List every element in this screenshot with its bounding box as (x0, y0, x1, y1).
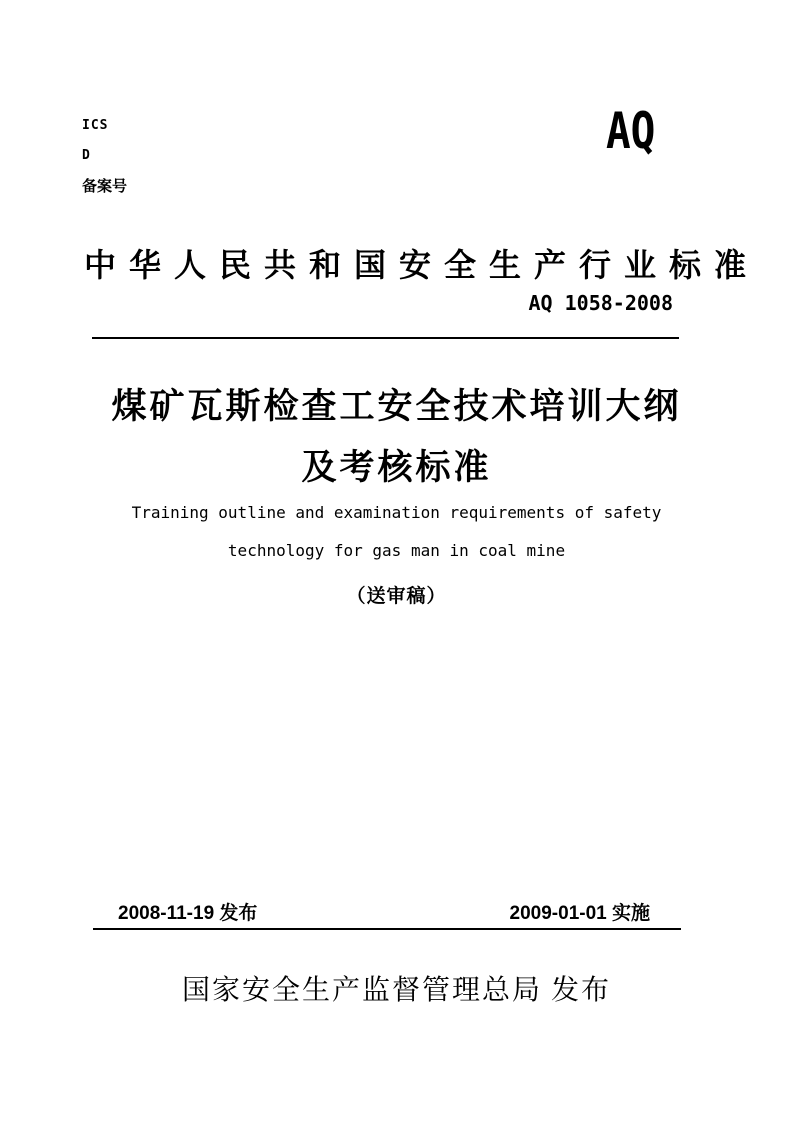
english-subtitle-line2: technology for gas man in coal mine (227, 541, 566, 560)
ics-label: ICS (82, 118, 109, 133)
document-title-line1: 煤矿瓦斯检查工安全技术培训大纲 (111, 387, 682, 426)
english-subtitle-line1: Training outline and examination requirements of safety (131, 503, 662, 522)
meta-block (82, 118, 127, 196)
implement-date: 2009-01-01 实施 (509, 903, 650, 924)
record-number-label: 备案号 (82, 178, 128, 195)
standard-heading: 中华人民共和国安全生产行业标准 (84, 247, 760, 283)
issue-date: 2008-11-19 发布 (118, 903, 258, 924)
document-title-line2: 及考核标准 (301, 448, 492, 487)
top-divider-line (92, 337, 679, 339)
bottom-divider-line (93, 928, 681, 930)
classification-label: D (82, 148, 90, 163)
draft-note: （送审稿） (346, 586, 447, 607)
aq-logo: AQ (606, 102, 656, 160)
standard-number: AQ 1058-2008 (528, 291, 673, 315)
publisher-line: 国家安全生产监督管理总局 发布 (181, 975, 611, 1006)
